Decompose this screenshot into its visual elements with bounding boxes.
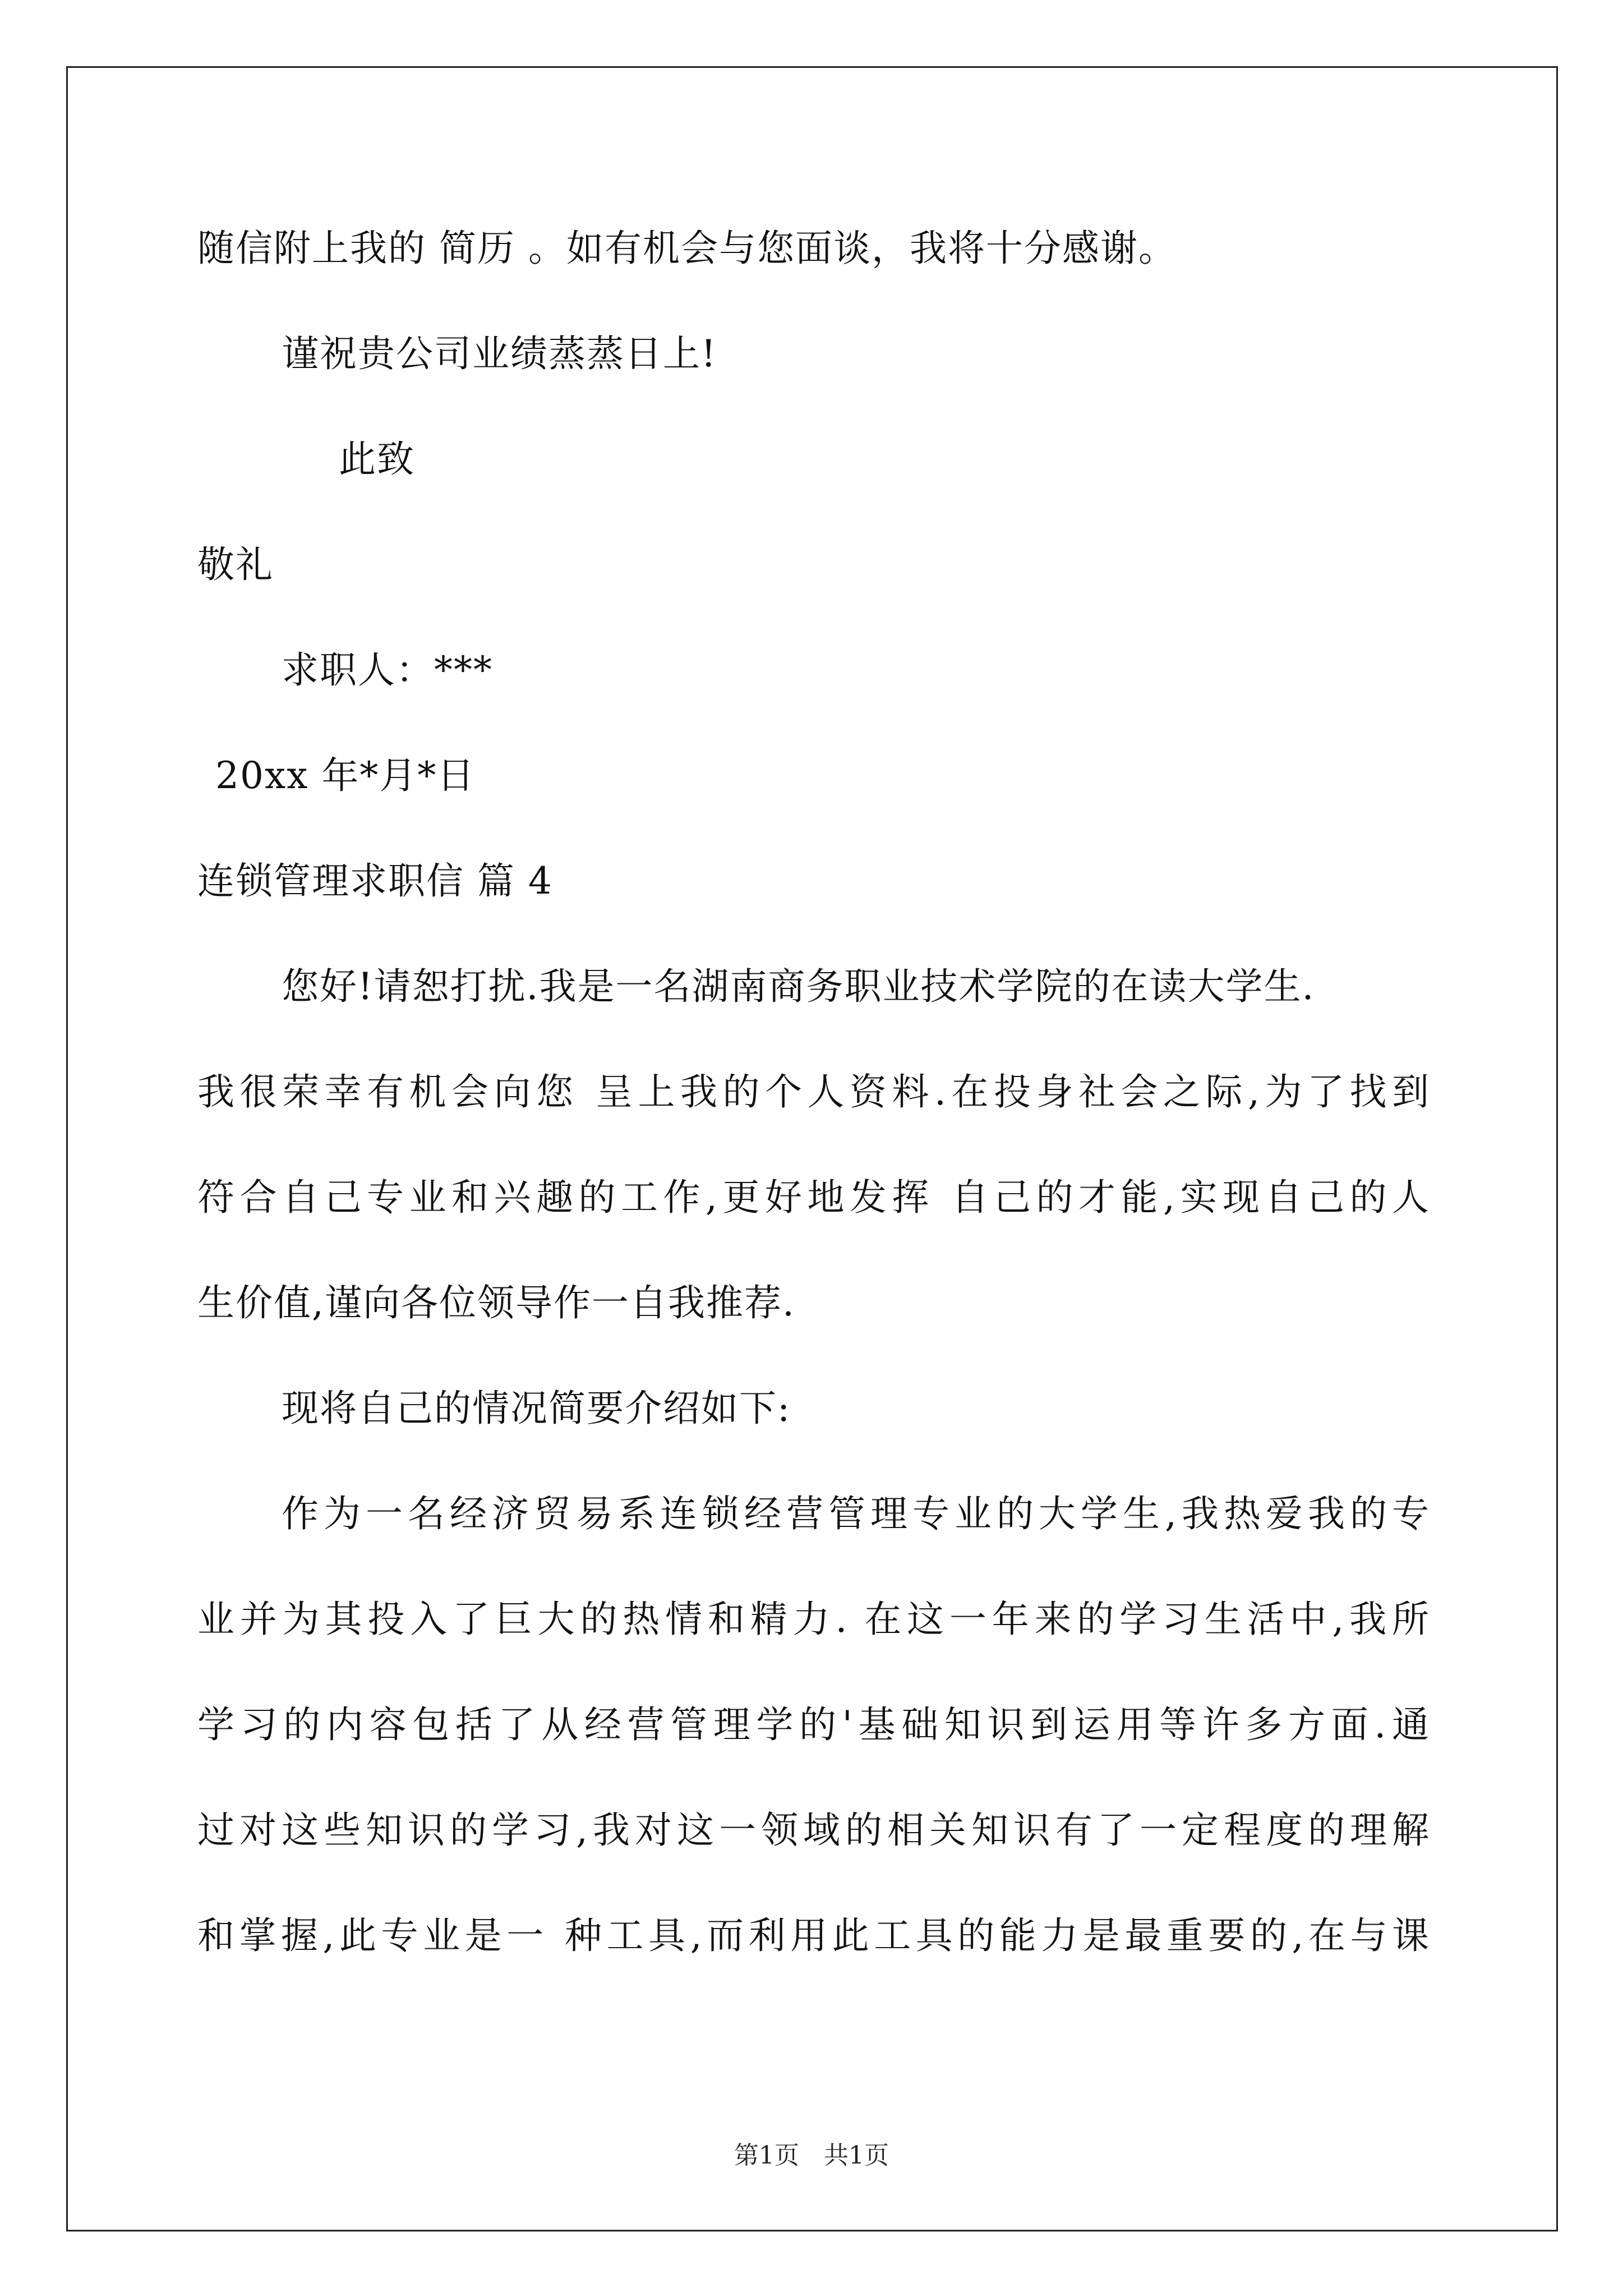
text-line: 谨祝贵公司业绩蒸蒸日上!	[282, 332, 717, 375]
text-line: 作为一名经济贸易系连锁经营管理专业的大学生,我热爱我的专	[282, 1492, 1429, 1535]
page-border	[66, 66, 1558, 2231]
text-line: 现将自己的情况简要介绍如下:	[282, 1387, 791, 1430]
text-line: 求职人：***	[282, 648, 493, 692]
page-number-footer: 第1页 共1页	[734, 2141, 889, 2170]
text-line: 您好!请恕打扰.我是一名湖南商务职业技术学院的在读大学生.	[282, 965, 1315, 1008]
section-heading: 连锁管理求职信 篇 4	[197, 859, 553, 903]
text-line: 生价值,谨向各位领导作一自我推荐.	[197, 1281, 795, 1324]
text-line: 和掌握,此专业是一 种工具,而利用此工具的能力是最重要的,在与课	[197, 1914, 1429, 1957]
text-line: 此致	[339, 438, 415, 481]
text-line: 敬礼	[197, 543, 274, 586]
text-line: 学习的内容包括了从经营管理学的'基础知识到运用等许多方面.通	[197, 1703, 1429, 1746]
text-line: 20xx 年*月*日	[215, 754, 476, 797]
text-line: 符合自己专业和兴趣的工作,更好地发挥 自己的才能,实现自己的人	[197, 1176, 1429, 1219]
text-line: 我很荣幸有机会向您 呈上我的个人资料.在投身社会之际,为了找到	[197, 1070, 1429, 1114]
text-line: 业并为其投入了巨大的热情和精力. 在这一年来的学习生活中,我所	[197, 1598, 1429, 1641]
text-line: 随信附上我的 简历 。如有机会与您面谈，我将十分感谢。	[197, 227, 1177, 270]
text-line: 过对这些知识的学习,我对这一领域的相关知识有了一定程度的理解	[197, 1809, 1429, 1852]
